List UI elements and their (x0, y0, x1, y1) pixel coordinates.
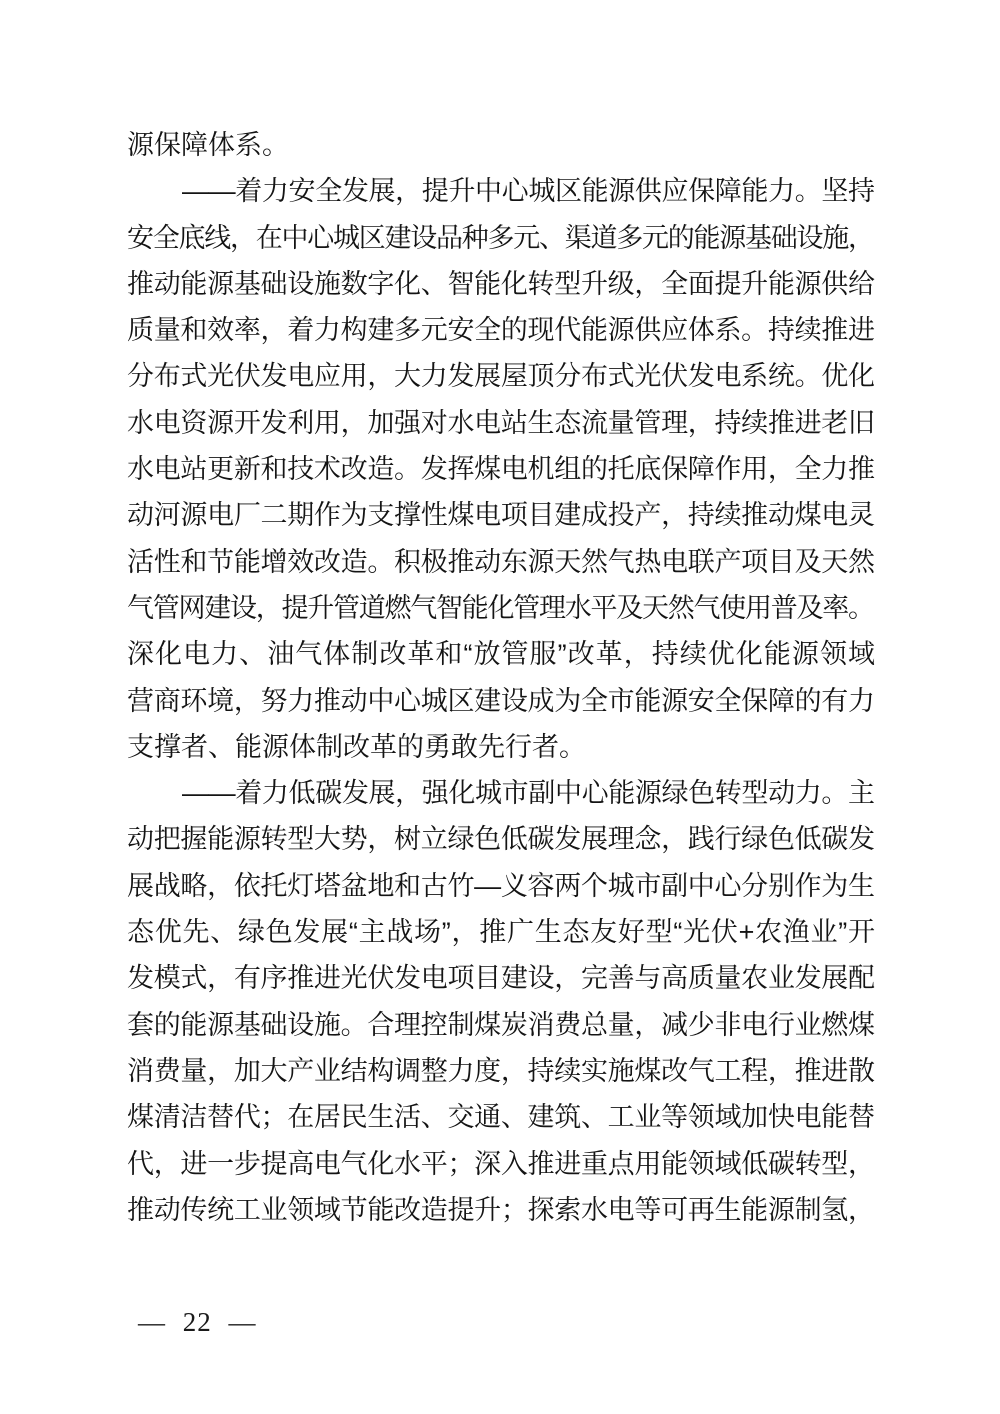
text-line (127, 678, 875, 724)
document-body (127, 122, 875, 1233)
text-line (127, 863, 875, 909)
text-line (127, 1141, 875, 1187)
line-text: 动把握能源转型大势，树立绿色低碳发展理念，践行绿色低碳发 (127, 824, 875, 855)
line-text: ——着力安全发展，提升中心城区能源供应保障能力。坚持 (182, 176, 875, 207)
line-text: 安全底线，在中心城区建设品种多元、渠道多元的能源基础设施， (127, 222, 874, 253)
text-line (127, 307, 875, 353)
text-line (127, 1048, 875, 1094)
text-line (127, 1187, 875, 1233)
text-line (127, 585, 875, 631)
line-text: 气管网建设，提升管道燃气智能化管理水平及天然气使用普及率。 (127, 592, 874, 623)
text-line (127, 261, 875, 307)
line-text: 质量和效率，着力构建多元安全的现代能源供应体系。持续推进 (127, 315, 875, 346)
text-line (127, 1002, 875, 1048)
line-text: 深化电力、油气体制改革和“放管服”改革，持续优化能源领域 (127, 639, 877, 670)
line-text: 消费量，加大产业结构调整力度，持续实施煤改气工程，推进散 (127, 1055, 875, 1086)
text-line (127, 492, 875, 538)
line-text: 发模式，有序推进光伏发电项目建设，完善与高质量农业发展配 (127, 963, 875, 994)
line-text: 推动传统工业领域节能改造提升；探索水电等可再生能源制氢， (127, 1194, 875, 1225)
line-text: ——着力低碳发展，强化城市副中心能源绿色转型动力。主 (182, 778, 875, 809)
text-line (127, 215, 875, 261)
text-line (127, 724, 875, 770)
line-text: 煤清洁替代；在居民生活、交通、建筑、工业等领域加快电能替 (127, 1102, 875, 1133)
text-line (127, 168, 875, 214)
text-line (127, 631, 875, 677)
text-line (127, 770, 875, 816)
text-line (127, 1094, 875, 1140)
text-line (127, 400, 875, 446)
line-text: 套的能源基础设施。合理控制煤炭消费总量，减少非电行业燃煤 (127, 1009, 875, 1040)
text-line (127, 909, 875, 955)
text-line (127, 955, 875, 1001)
line-text: 态优先、绿色发展“主战场”，推广生态友好型“光伏+农渔业”开 (127, 917, 876, 948)
line-text: 水电资源开发利用，加强对水电站生态流量管理，持续推进老旧 (127, 407, 875, 438)
line-text: 推动能源基础设施数字化、智能化转型升级，全面提升能源供给 (127, 268, 875, 299)
line-text: 分布式光伏发电应用，大力发展屋顶分布式光伏发电系统。优化 (127, 361, 875, 392)
text-line (127, 446, 875, 492)
text-line (127, 816, 875, 862)
line-text: 动河源电厂二期作为支撑性煤电项目建成投产，持续推动煤电灵 (127, 500, 875, 531)
text-line (127, 539, 875, 585)
line-text: 水电站更新和技术改造。发挥煤电机组的托底保障作用，全力推 (127, 454, 875, 485)
page-number: — 22 — (138, 1307, 257, 1337)
line-text: 代，进一步提高电气化水平；深入推进重点用能领域低碳转型， (127, 1148, 875, 1179)
line-text: 支撑者、能源体制改革的勇敢先行者。 (127, 731, 586, 762)
line-text: 源保障体系。 (127, 130, 289, 160)
line-text: 营商环境，努力推动中心城区建设成为全市能源安全保障的有力 (127, 685, 875, 716)
text-line (127, 122, 875, 168)
text-line (127, 353, 875, 399)
line-text: 展战略，依托灯塔盆地和古竹—义容两个城市副中心分别作为生 (127, 870, 875, 901)
line-text: 活性和节能增效改造。积极推动东源天然气热电联产项目及天然 (127, 546, 875, 577)
